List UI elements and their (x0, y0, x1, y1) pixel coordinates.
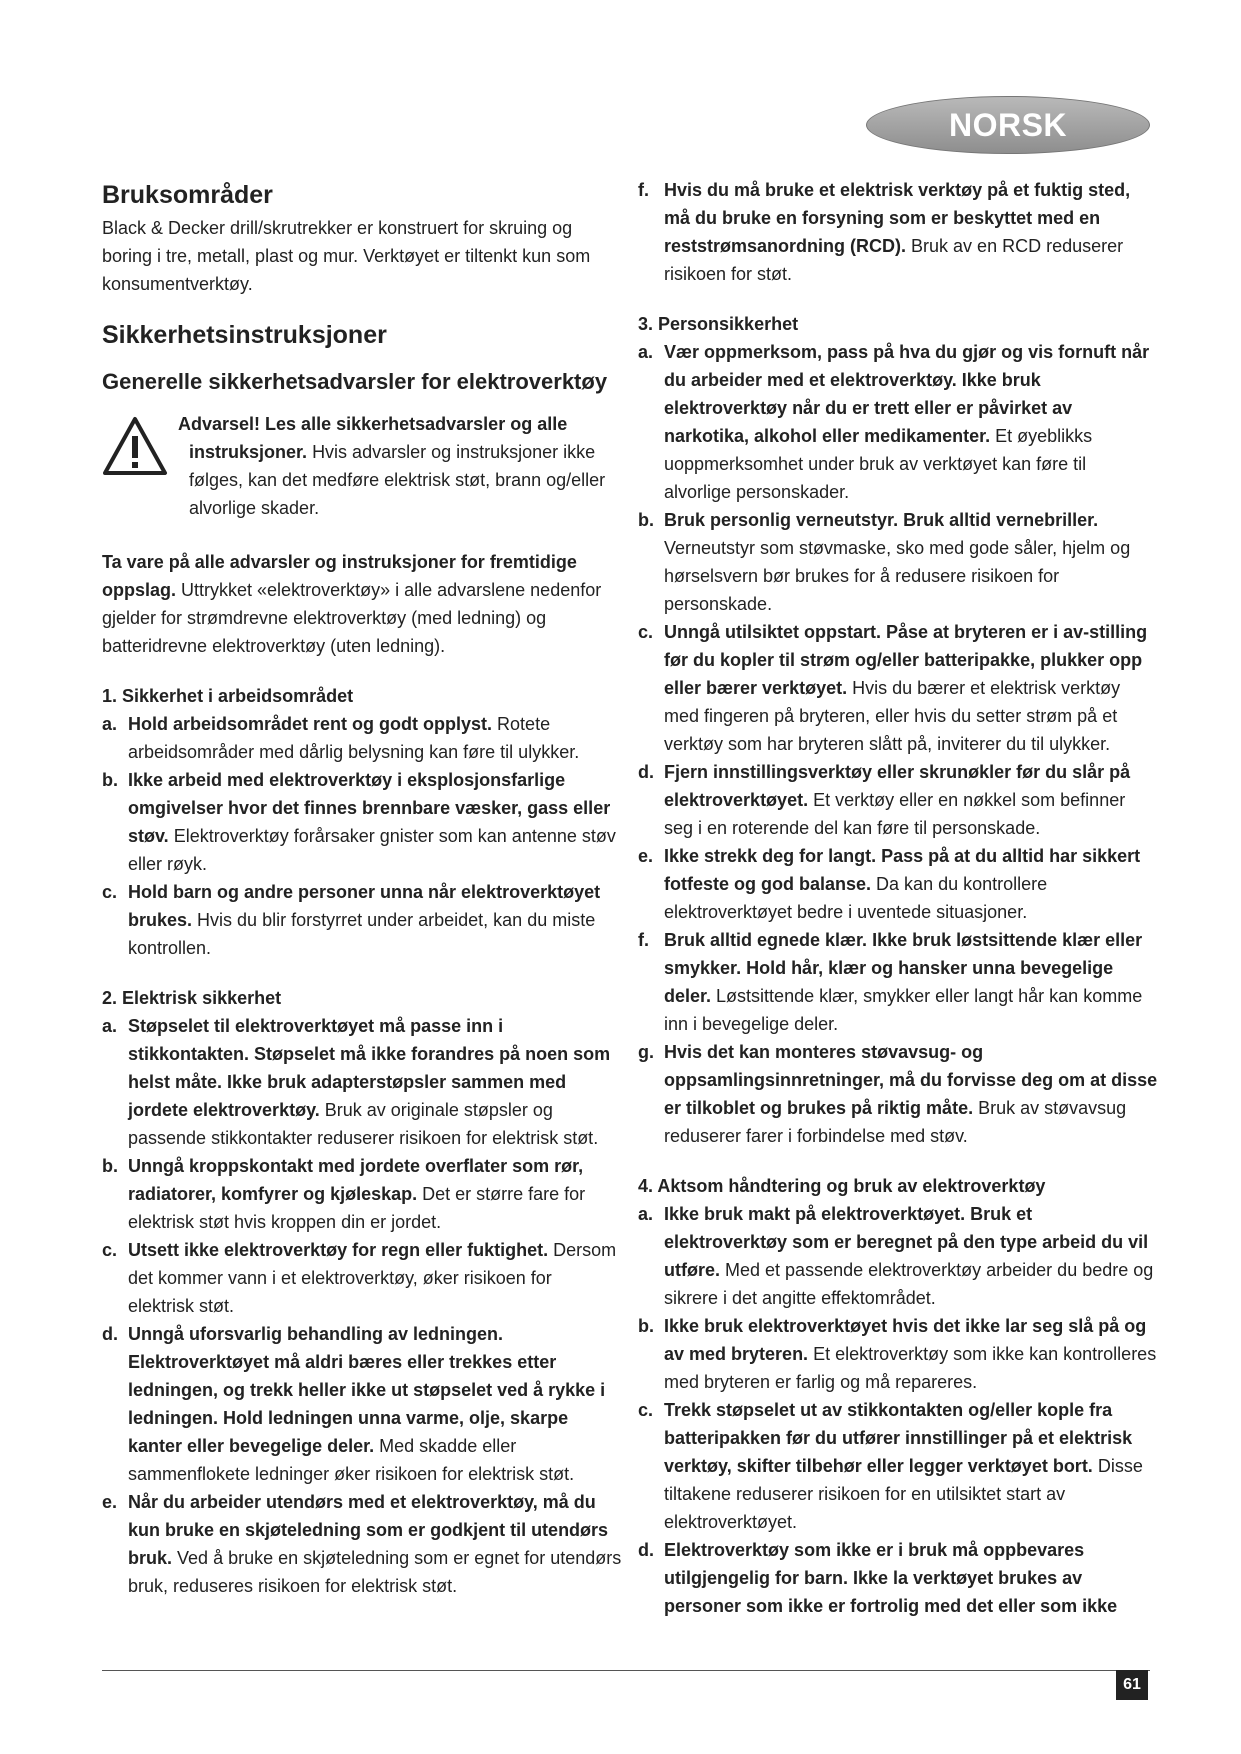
keep-bold: Ta vare på alle advarsler og instruksjoner for fremtidige oppslag. (102, 552, 577, 600)
section-2-list (102, 1012, 622, 1600)
section-3-list (638, 338, 1158, 1150)
keep-instructions (102, 548, 622, 660)
warning-bold: Advarsel! Les alle sikkerhetsadvarsler og alle instruksjoner. (178, 414, 568, 462)
list-item: a. Vær oppmerksom, pass på hva du gjør og vis fornuft når du arbeider med et elektroverktøy. Ikke bruk elektroverktøy når du er trett eller er påvirket av narkotika, alkohol eller medikamenter. Et øyeblikks uoppmerksomhet under bruk av verktøyet kan føre til alvorlige personskader. (638, 342, 1150, 502)
list-item: c. Utsett ikke elektroverktøy for regn eller fuktighet. Dersom det kommer vann i et elektroverktøy, øker risikoen for elektrisk støt. (102, 1240, 617, 1316)
list-item: d. Unngå uforsvarlig behandling av ledningen. Elektroverktøyet må aldri bæres eller trekkes etter ledningen, og trekk heller ikke ut støpselet ved å rykke i ledningen. Hold ledningen unna varme, olje, skarpe kanter eller bevegelige deler. Med skadde eller sammenflokete ledninger øker risikoen for elektrisk støt. (102, 1324, 606, 1484)
warning-text (178, 410, 622, 522)
list-item: a. Ikke bruk makt på elektroverktøyet. Bruk et elektroverktøy som er beregnet på den type arbeid du vil utføre. Med et passende elektroverktøy arbeider du bedre og sikrere i det angitte effektområdet. (638, 1204, 1154, 1308)
keep-text: Uttrykket «elektroverktøy» i alle advarslene nedenfor gjelder for strømdrevne elektroverktøy (med ledning) og batteridrevne elektroverktøy (uten ledning). (102, 580, 602, 656)
page-number: 61 (1116, 1670, 1148, 1700)
list-item: c. Trekk støpselet ut av stikkontakten og/eller kople fra batteripakken før du utfører innstillinger på et elektrisk verktøy, skifter tilbehør eller legger verktøyet bort. Disse tiltakene reduserer risikoen for en utilsiktet start av elektroverktøyet. (638, 1400, 1143, 1532)
list-item: a. Støpselet til elektroverktøyet må passe inn i stikkontakten. Støpselet må ikke forandres på noen som helst måte. Ikke bruk adapterstøpsler sammen med jordete elektroverktøy. Bruk av originale støpsler og passende stikkontakter reduserer risikoen for elektrisk støt. (102, 1016, 611, 1148)
list-item: c. Hold barn og andre personer unna når elektroverktøyet brukes. Hvis du blir forstyrret under arbeidet, kan du miste kontrollen. (102, 882, 601, 958)
list-item: d. Elektroverktøy som ikke er i bruk må oppbevares utilgjengelig for barn. Ikke la verktøyet brukes av personer som ikke er fortrolig med det eller som ikke (638, 1540, 1118, 1616)
section-1-title: 1. Sikkerhet i arbeidsområdet (102, 686, 354, 706)
usage-title: Bruksområder (102, 181, 273, 209)
right-column (638, 176, 1158, 1620)
list-item: a. Hold arbeidsområdet rent og godt opplyst. Rotete arbeidsområder med dårlig belysning kan føre til ulykker. (102, 714, 580, 762)
safety-title: Sikkerhetsinstruksjoner (102, 321, 387, 349)
warning-block (102, 410, 622, 522)
usage-text: Black & Decker drill/skrutrekker er konstruert for skruing og boring i tre, metall, plast og mur. Verktøyet er tiltenkt kun som konsumentverktøy. (102, 218, 591, 294)
footer-rule (102, 1670, 1150, 1671)
list-item: b. Unngå kroppskontakt med jordete overflater som rør, radiatorer, komfyrer og kjøleskap. Det er større fare for elektrisk støt hvis kroppen din er jordet. (102, 1156, 586, 1232)
list-item: b. Ikke bruk elektroverktøyet hvis det ikke lar seg slå på og av med bryteren. Et elektroverktøy som ikke kan kontrolleres med bryteren er farlig og må repareres. (638, 1316, 1157, 1392)
list-item: e. Når du arbeider utendørs med et elektroverktøy, må du kun bruke en skjøteledning som er godkjent til utendørs bruk. Ved å bruke en skjøteledning som er egnet for utendørs bruk, reduseres risikoen for elektrisk støt. (102, 1492, 622, 1596)
warning-detail: Hvis advarsler og instruksjoner ikke følges, kan det medføre elektrisk støt, brann og/eller alvorlige skader. (189, 442, 606, 518)
list-item: b. Bruk personlig verneutstyr. Bruk alltid vernebriller. Verneutstyr som støvmaske, sko med gode såler, hjelm og hørselsvern bør brukes for å redusere risikoen for personskade. (638, 510, 1131, 614)
list-item: f. Hvis du må bruke et elektrisk verktøy på et fuktig sted, må du bruke en forsyning som er beskyttet med en reststrømsanordning (RCD). Bruk av en RCD reduserer risikoen for støt. (638, 180, 1131, 284)
language-badge: NORSK (866, 96, 1150, 154)
list-item: g. Hvis det kan monteres støvavsug- og oppsamlingsinnretninger, må du forvisse deg om at disse er tilkoblet og brukes på riktig måte. Bruk av støvavsug reduserer farer i forbindelse med støv. (638, 1042, 1158, 1146)
list-item: c. Unngå utilsiktet oppstart. Påse at bryteren er i av-stilling før du kopler til strøm og/eller batteripakke, plukker opp eller bærer verktøyet. Hvis du bærer et elektrisk verktøy med fingeren på bryteren, eller hvis du setter strøm på et verktøy som har bryteren slått på, inviterer du til ulykker. (638, 622, 1148, 754)
section-2-title: 2. Elektrisk sikkerhet (102, 988, 282, 1008)
list-item: f. Bruk alltid egnede klær. Ikke bruk løstsittende klær eller smykker. Hold hår, klær og hansker unna bevegelige deler. Løstsittende klær, smykker eller langt hår kan komme inn i bevegelige deler. (638, 930, 1143, 1034)
left-column (102, 180, 622, 1600)
list-item: b. Ikke arbeid med elektroverktøy i eksplosjonsfarlige omgivelser hvor det finnes brennbare væsker, gass eller støv. Elektroverktøy forårsaker gnister som kan antenne støv eller røyk. (102, 770, 616, 874)
section-1-list (102, 710, 622, 962)
section-4-list (638, 1200, 1158, 1620)
list-item: e. Ikke strekk deg for langt. Pass på at du alltid har sikkert fotfeste og god balanse. Da kan du kontrollere elektroverktøyet bedre i uventede situasjoner. (638, 846, 1141, 922)
section-3-title: 3. Personsikkerhet (638, 314, 799, 334)
list-item: d. Fjern innstillingsverktøy eller skrunøkler før du slår på elektroverktøyet. Et verktøy eller en nøkkel som befinner seg i en roterende del kan føre til personskade. (638, 762, 1131, 838)
general-title: Generelle sikkerhetsadvarsler for elektroverktøy (102, 369, 608, 394)
section-4-title: 4. Aktsom håndtering og bruk av elektroverktøy (638, 1176, 1046, 1196)
warning-triangle-icon (102, 416, 168, 476)
